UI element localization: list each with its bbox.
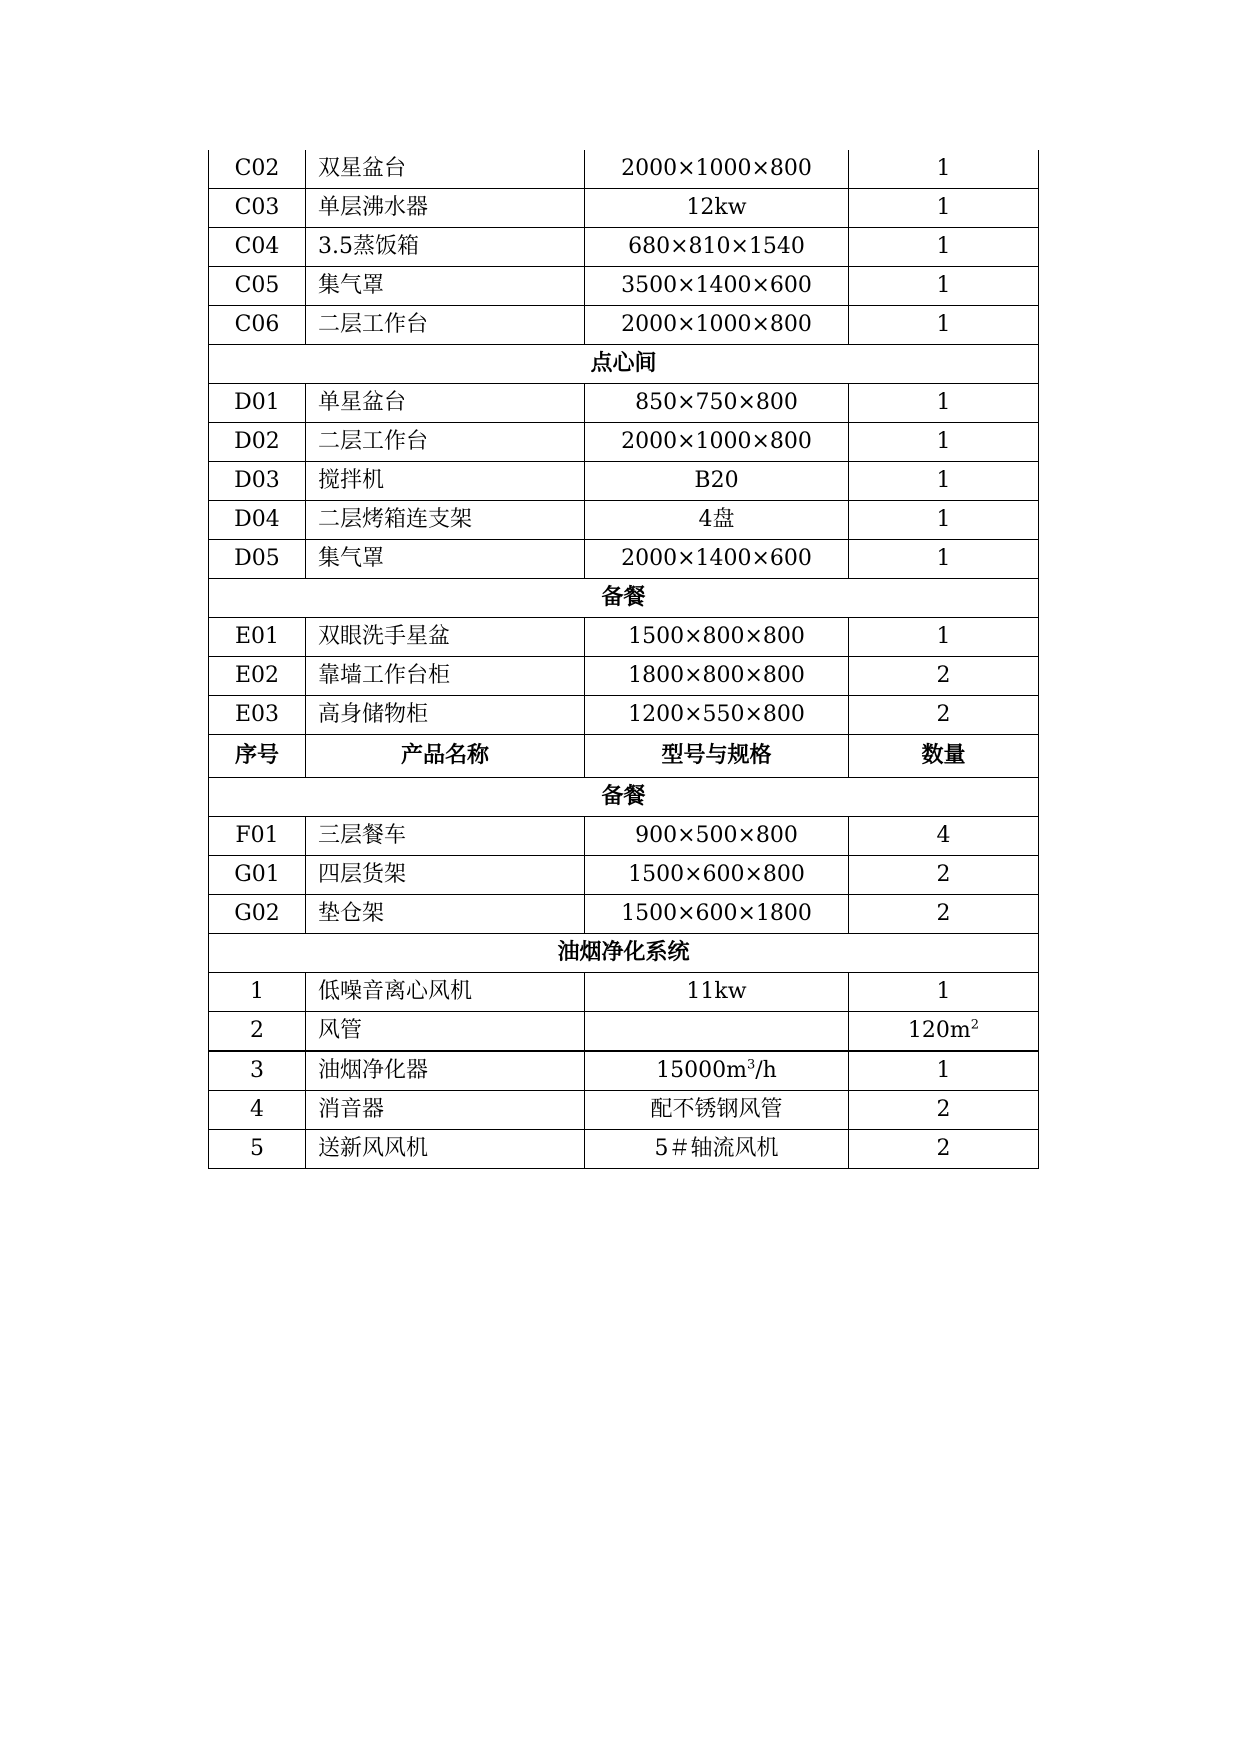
item-qty: 1 [849,384,1039,423]
item-name: 集气罩 [306,540,585,579]
equipment-table [208,150,1039,1169]
item-code: D04 [209,501,306,540]
item-qty: 1 [849,462,1039,501]
item-name: 集气罩 [306,267,585,306]
item-qty: 1 [849,228,1039,267]
item-code: D05 [209,540,306,579]
table-header-row [209,735,1039,778]
item-qty: 2 [849,696,1039,735]
table-row [209,540,1039,579]
item-code: C04 [209,228,306,267]
item-qty: 4 [849,817,1039,856]
item-code: E03 [209,696,306,735]
item-spec: 2000×1400×600 [585,540,849,579]
table-row [209,1130,1039,1169]
item-qty: 1 [849,150,1039,189]
item-spec: 12kw [585,189,849,228]
item-spec-exponent: 3 [746,1057,756,1073]
item-code: E02 [209,657,306,696]
item-spec: 4盘 [585,501,849,540]
section-row [209,579,1039,618]
item-qty: 2 [849,1130,1039,1169]
item-name: 双星盆台 [306,150,585,189]
section-title: 备餐 [209,579,1039,618]
item-spec [585,1051,849,1091]
item-spec: 2000×1000×800 [585,150,849,189]
item-name: 消音器 [306,1091,585,1130]
table-row [209,267,1039,306]
item-spec: 850×750×800 [585,384,849,423]
item-code: 3 [209,1051,306,1091]
item-code: 2 [209,1012,306,1052]
item-spec-value: 15000m [656,1058,747,1083]
item-code: D02 [209,423,306,462]
item-qty: 1 [849,501,1039,540]
item-name: 低噪音离心风机 [306,973,585,1012]
section-title: 点心间 [209,345,1039,384]
item-name: 双眼洗手星盆 [306,618,585,657]
item-name: 单层沸水器 [306,189,585,228]
item-spec: 680×810×1540 [585,228,849,267]
item-name: 三层餐车 [306,817,585,856]
item-qty: 2 [849,856,1039,895]
item-name: 高身储物柜 [306,696,585,735]
item-spec: 11kw [585,973,849,1012]
item-spec: 1200×550×800 [585,696,849,735]
item-spec: 900×500×800 [585,817,849,856]
section-row [209,934,1039,973]
table-row [209,657,1039,696]
table-row [209,817,1039,856]
header-code: 序号 [209,735,306,778]
item-spec: B20 [585,462,849,501]
item-name: 油烟净化器 [306,1051,585,1091]
item-name: 搅拌机 [306,462,585,501]
table-row [209,384,1039,423]
item-name: 靠墙工作台柜 [306,657,585,696]
item-code: D03 [209,462,306,501]
item-code: 4 [209,1091,306,1130]
table-row [209,189,1039,228]
item-spec: 5＃轴流风机 [585,1130,849,1169]
table-row [209,1051,1039,1091]
item-spec: 1800×800×800 [585,657,849,696]
item-qty: 1 [849,1051,1039,1091]
item-spec: 2000×1000×800 [585,306,849,345]
item-code: C05 [209,267,306,306]
item-name: 二层烤箱连支架 [306,501,585,540]
table-row [209,501,1039,540]
equipment-table-body [209,150,1039,1169]
item-spec: 3500×1400×600 [585,267,849,306]
item-qty-value: 120m [907,1018,971,1043]
header-spec: 型号与规格 [585,735,849,778]
table-row [209,423,1039,462]
item-qty: 1 [849,973,1039,1012]
table-row [209,856,1039,895]
item-name: 送新风风机 [306,1130,585,1169]
item-name: 二层工作台 [306,306,585,345]
item-name: 二层工作台 [306,423,585,462]
section-title: 备餐 [209,778,1039,817]
item-qty: 1 [849,267,1039,306]
table-row [209,462,1039,501]
section-row [209,345,1039,384]
section-row [209,778,1039,817]
item-qty: 1 [849,189,1039,228]
item-spec: 2000×1000×800 [585,423,849,462]
item-name: 单星盆台 [306,384,585,423]
section-title: 油烟净化系统 [209,934,1039,973]
item-code: 1 [209,973,306,1012]
item-code: F01 [209,817,306,856]
item-code: 5 [209,1130,306,1169]
table-row [209,1012,1039,1052]
table-row [209,895,1039,934]
item-qty [849,1012,1039,1052]
item-qty: 2 [849,895,1039,934]
item-qty: 2 [849,1091,1039,1130]
table-row [209,306,1039,345]
item-spec: 1500×600×1800 [585,895,849,934]
item-code: C06 [209,306,306,345]
header-qty: 数量 [849,735,1039,778]
item-qty: 2 [849,657,1039,696]
table-row [209,228,1039,267]
item-qty: 1 [849,618,1039,657]
item-code: G01 [209,856,306,895]
item-spec: 1500×600×800 [585,856,849,895]
item-name: 四层货架 [306,856,585,895]
item-spec: 配不锈钢风管 [585,1091,849,1130]
item-spec [585,1012,849,1052]
item-name: 风管 [306,1012,585,1052]
item-name: 垫仓架 [306,895,585,934]
item-qty-exponent: 2 [970,1017,980,1033]
table-row [209,973,1039,1012]
item-code: D01 [209,384,306,423]
table-row [209,696,1039,735]
item-code: C03 [209,189,306,228]
item-code: G02 [209,895,306,934]
item-code: C02 [209,150,306,189]
item-name: 3.5蒸饭箱 [306,228,585,267]
item-spec: 1500×800×800 [585,618,849,657]
item-qty: 1 [849,540,1039,579]
item-spec-unit: /h [755,1058,777,1083]
item-qty: 1 [849,423,1039,462]
table-row [209,1091,1039,1130]
table-row [209,150,1039,189]
table-row [209,618,1039,657]
item-qty: 1 [849,306,1039,345]
item-code: E01 [209,618,306,657]
header-name: 产品名称 [306,735,585,778]
